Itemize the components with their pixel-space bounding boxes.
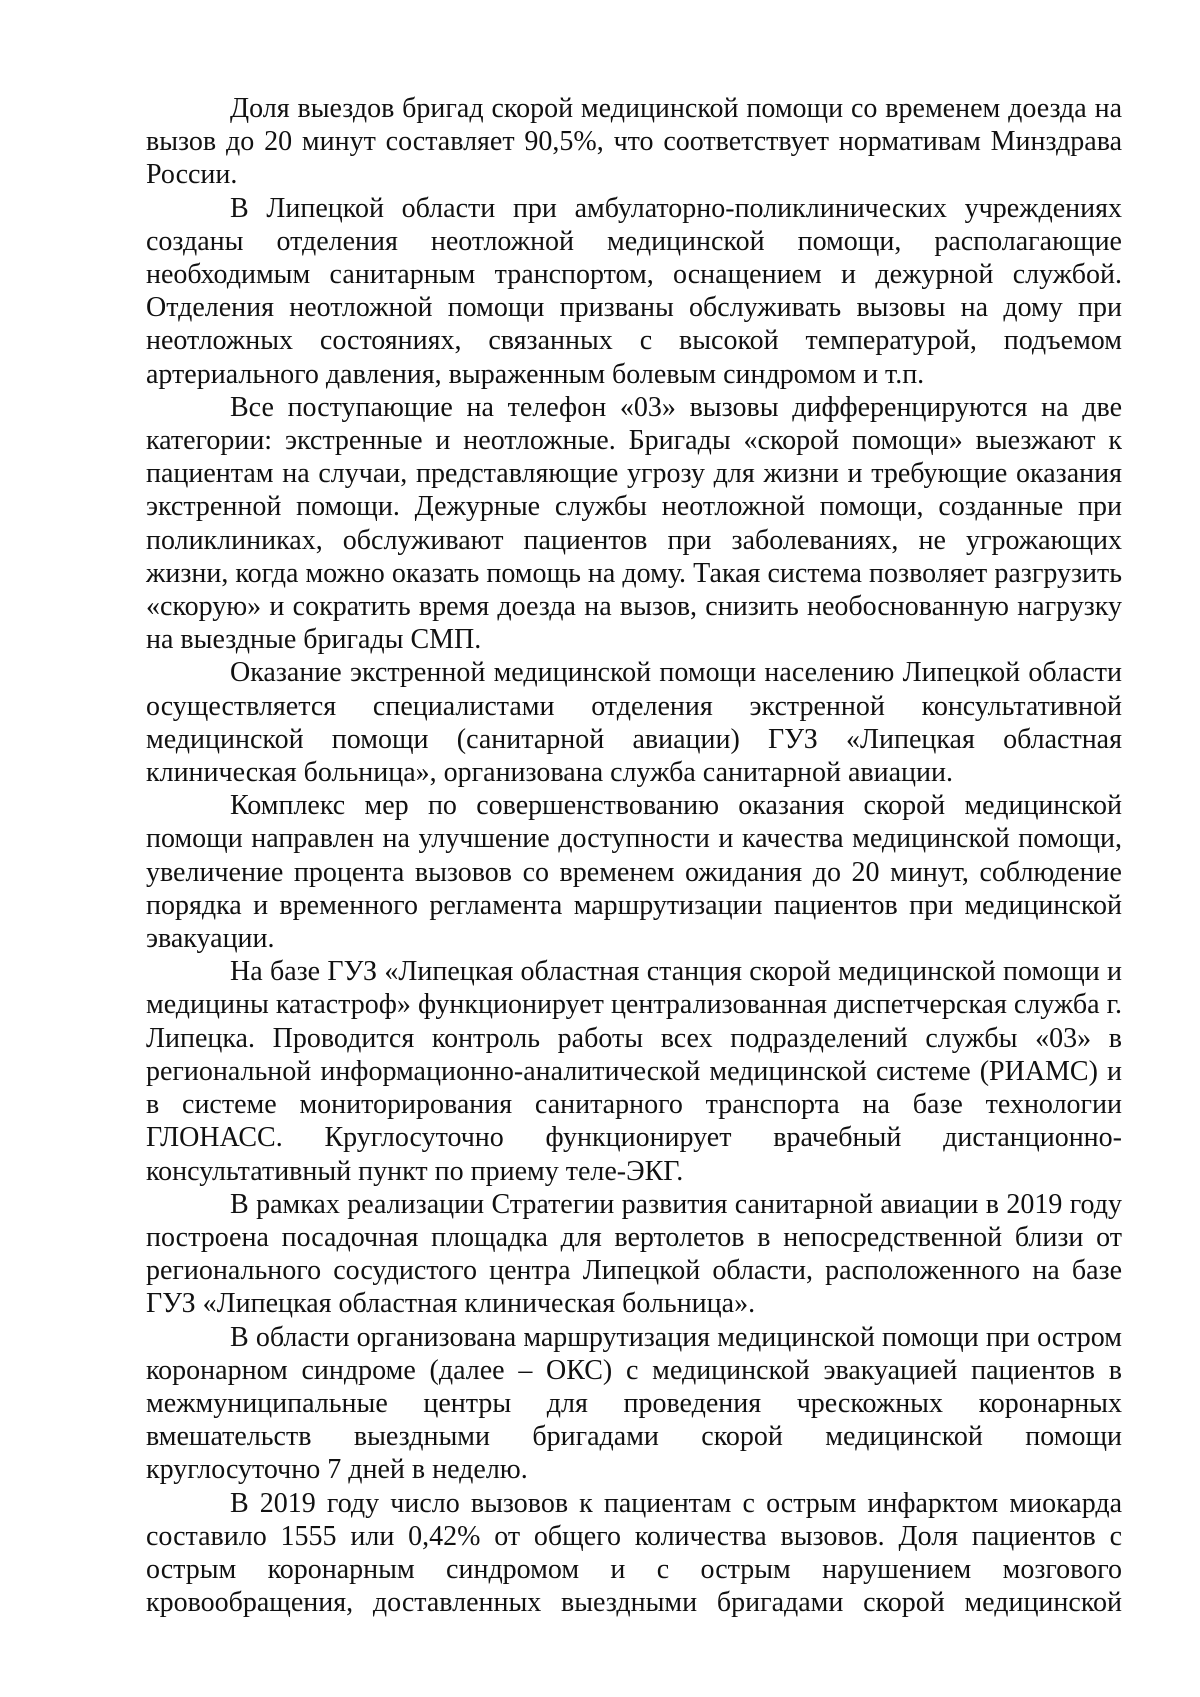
paragraph-2019-statistics: В 2019 году число вызовов к пациентам с острым инфарктом миокарда составило 1555 или 0,42% от общего количества вызовов. Доля пациентов с острым коронарным синдромом и с острым нарушением мозгового кровообращения, доставленных выездными бригадами скорой медицинской xyxy=(146,1487,1122,1619)
paragraph-emergency-departments: В Липецкой области при амбулаторно-поликлинических учреждениях созданы отделения неотложной медицинской помощи, располагающие необходимым санитарным транспортом, оснащением и дежурной службой. Отделения неотложной помощи призваны обслуживать вызовы на дому при неотложных состояниях, связанных с высокой температурой, подъемом артериального давления, выраженным болевым синдромом и т.п. xyxy=(146,192,1122,390)
paragraph-air-ambulance-service: Оказание экстренной медицинской помощи населению Липецкой области осуществляется специалистами отделения экстренной консультативной медицинской помощи (санитарной авиации) ГУЗ «Липецкая областная клиническая больница», организована служба санитарной авиации. xyxy=(146,657,1122,789)
paragraph-ambulance-arrival-rate: Доля выездов бригад скорой медицинской помощи со временем доезда на вызов до 20 минут составляет 90,5%, что соответствует нормативам Минздрава России. xyxy=(146,93,1122,191)
paragraph-helicopter-pad: В рамках реализации Стратегии развития санитарной авиации в 2019 году построена посадочная площадка для вертолетов в непосредственной близи от регионального сосудистого центра Липецкой области, расположенного на базе ГУЗ «Липецкая областная клиническая больница». xyxy=(146,1188,1122,1320)
document-body xyxy=(146,92,1122,1619)
paragraph-improvement-measures: Комплекс мер по совершенствованию оказания скорой медицинской помощи направлен на улучшение доступности и качества медицинской помощи, увеличение процента вызовов со временем ожидания до 20 минут, соблюдение порядка и временного регламента маршрутизации пациентов при медицинской эвакуации. xyxy=(146,790,1122,955)
paragraph-call-categories: Все поступающие на телефон «03» вызовы дифференцируются на две категории: экстренные и неотложные. Бригады «скорой помощи» выезжают к пациентам на случаи, представляющие угрозу для жизни и требующие оказания экстренной помощи. Дежурные службы неотложной помощи, созданные при поликлиниках, обслуживают пациентов при заболеваниях, не угрожающих жизни, когда можно оказать помощь на дому. Такая система позволяет разгрузить «скорую» и сократить время доезда на вызов, снизить необоснованную нагрузку на выездные бригады СМП. xyxy=(146,391,1122,656)
paragraph-dispatch-service: На базе ГУЗ «Липецкая областная станция скорой медицинской помощи и медицины катастроф» функционирует централизованная диспетчерская служба г. Липецка. Проводится контроль работы всех подразделений службы «03» в региональной информационно-аналитической медицинской системе (РИАМС) и в системе мониторирования санитарного транспорта на базе технологии ГЛОНАСС. Круглосуточно функционирует врачебный дистанционно-консультативный пункт по приему теле-ЭКГ. xyxy=(146,956,1122,1187)
paragraph-acs-routing: В области организована маршрутизация медицинской помощи при остром коронарном синдроме (далее – ОКС) с медицинской эвакуацией пациентов в межмуниципальные центры для проведения чрескожных коронарных вмешательств выездными бригадами скорой медицинской помощи круглосуточно 7 дней в неделю. xyxy=(146,1321,1122,1486)
